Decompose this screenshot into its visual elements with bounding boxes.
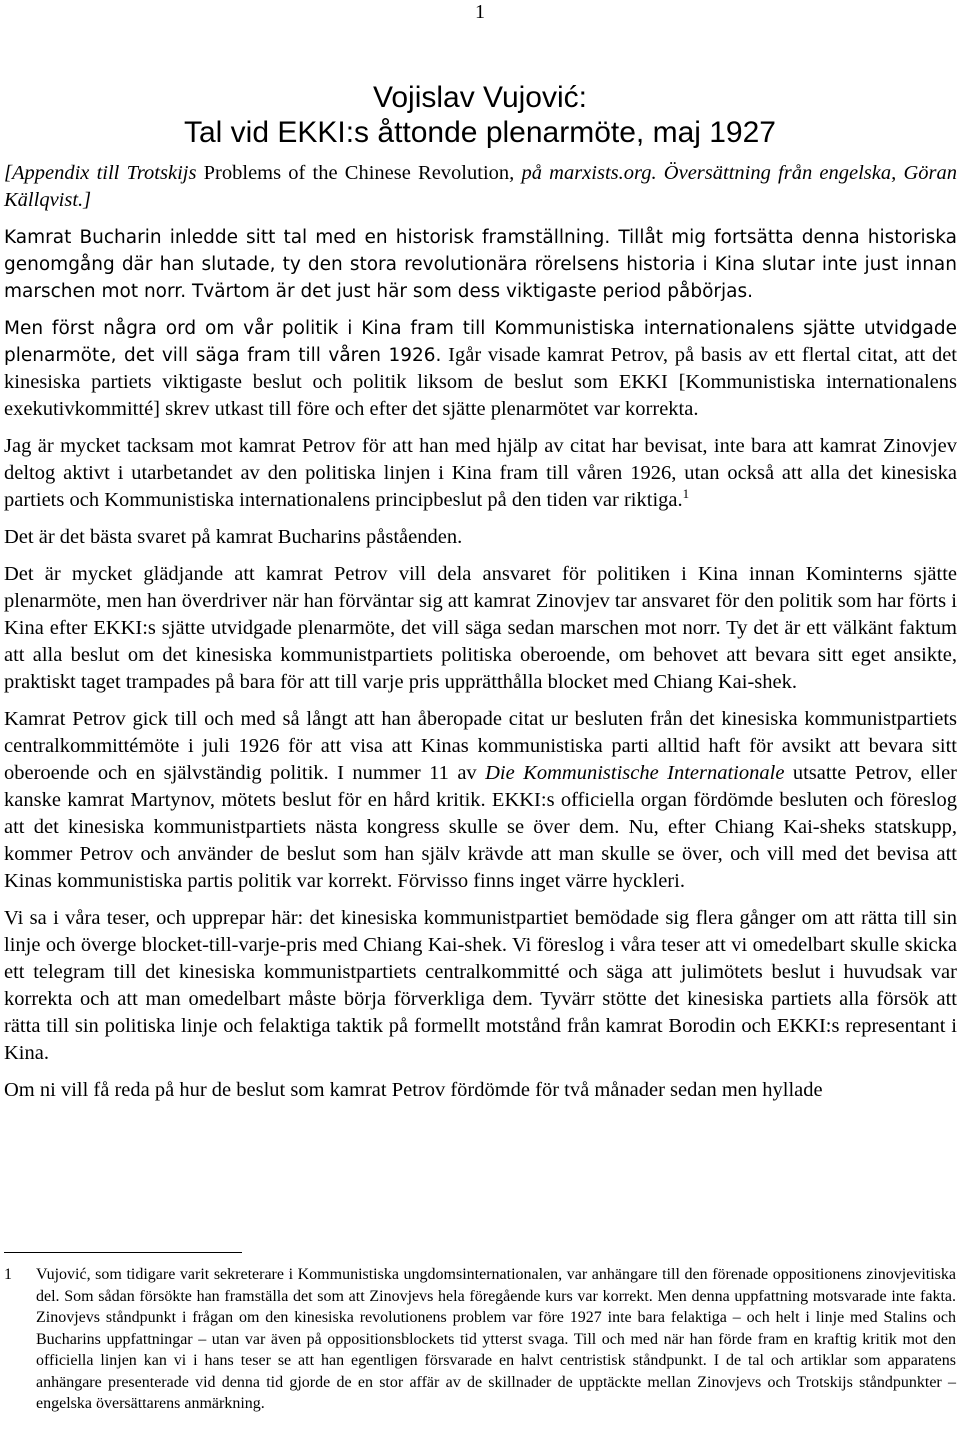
paragraph-3-text: Jag är mycket tacksam mot kamrat Petrov för att han med hjälp av citat har bevisat, inte bara att kamrat Zinovjev deltog aktivt i utarbetandet av den politiska linjen i Kina fram till våren 1926, utan också att alla det kinesiska partiets och Kommunistiska internationalens principbeslut på den tiden var riktiga. <box>4 435 957 511</box>
paragraph-7: Vi sa i våra teser, och upprepar här: det kinesiska kommunistpartiet bemödade sig flera gånger om att rätta till sin linje och överge blocket-till-varje-pris med Chiang Kai-shek. Vi föreslog i våra teser att vi omedelbart skulle skicka ett telegram till det kinesiska kommunistpartiets centralkommitté och säga att julimötets beslut i huvudsak var korrekta och att man omedelbart måste börja förverkliga dem. Tyvärr stötte det kinesiska partiets alla försök att rätta till sin politiska linje och felaktiga taktik på formellt motstånd från kamrat Borodin och EKKI:s representant i Kina. <box>4 907 957 1064</box>
page-number: 1 <box>475 1 485 23</box>
footnote-reference[interactable]: 1 <box>682 486 690 502</box>
footnote-number: 1 <box>4 1266 12 1283</box>
footnote-divider <box>4 1252 242 1253</box>
paragraph-2-serif-part: Igår visade kamrat Petrov, på basis av ett flertal citat, att det kinesiska partiets viktigaste beslut och politik liksom de beslut som EKKI [Kommunistiska internationalens exekutivkommitté] skrev utkast till före och efter det sjätte plenarmötet var korrekta. <box>4 344 957 420</box>
paragraph-8: Om ni vill få reda på hur de beslut som kamrat Petrov fördömde för två månader sedan men hyllade <box>4 1079 823 1101</box>
title-line-author: Vojislav Vujović: <box>373 81 587 114</box>
paragraph-2 <box>4 315 957 423</box>
paragraph-3 <box>4 433 957 514</box>
paragraph-4: Det är det bästa svaret på kamrat Bucharins påståenden. <box>4 526 463 548</box>
paragraph-5: Det är mycket glädjande att kamrat Petrov vill dela ansvaret för politiken i Kina innan Kominterns sjätte plenarmöte, men han överdriver när han förväntar sig att kamrat Zinovjev tar ansvaret för den politik som har förts i Kina efter EKKI:s sjätte utvidgade plenarmöte, det vill säga sedan marschen mot norr. Ty det är ett välkänt faktum att alla beslut om det kinesiska kommunistpartiets politiska oberoende, om behovet att bevara sitt eget ansikte, praktiskt taget trampades på bara för att till varje pris upprätthålla blocket med Chiang Kai-shek. <box>4 563 957 693</box>
paragraph-2-sans-part: Men först några ord om vår politik i Kina fram till Kommunistiska internationalens sjätte utvidgade plenarmöte, det vill säga fram till våren 1926. <box>4 318 957 366</box>
paragraph-6-after: utsatte Petrov, eller kanske kamrat Martynov, mötets beslut för en hård kritik. EKKI:s officiella organ fördömde besluten och föreslog att det kinesiska kommunistpartiets nästa kongress skulle se över dem. Nu, efter Chiang Kai-sheks statskupp, kommer Petrov och använder de beslut som han själv krävde att man skulle se över, och vill med det bevisa att Kinas kommunistiska partis politik var korrekt. Förvisso finns inget värre hyckleri. <box>4 762 957 892</box>
footnote <box>4 1264 956 1415</box>
intro-note-after: , på marxists.org. Översättning från engelska, Göran Källqvist.] <box>4 162 957 211</box>
intro-note <box>4 160 957 214</box>
document-title <box>0 80 960 150</box>
paragraph-1: Kamrat Bucharin inledde sitt tal med en historisk framställning. Tillåt mig fortsätta denna historiska genomgång där han slutade, ty den stora revolutionära rörelsens historia i Kina slutar inte just innan marschen mot norr. Tvärtom är det just här som dess viktigaste period påbörjas. <box>4 227 957 302</box>
paragraph-6-before: Kamrat Petrov gick till och med så långt att han åberopade citat ur besluten från det kinesiska kommunistpartiets centralkommittémöte i juli 1926 för att visa att Kinas kommunistiska parti alltid haft för avsikt att bevara sitt oberoende och en självständig politik. I nummer 11 av <box>4 708 957 784</box>
title-line-speech: Tal vid EKKI:s åttonde plenarmöte, maj 1927 <box>183 116 776 149</box>
intro-book-title: Problems of the Chinese Revolution <box>203 162 510 184</box>
paragraph-6 <box>4 706 957 895</box>
document-body <box>4 160 957 1104</box>
journal-title: Die Kommunistische Internationale <box>485 762 785 784</box>
intro-note-before: [Appendix till Trotskijs <box>4 162 204 184</box>
footnote-text: Vujović, som tidigare varit sekreterare i Kommunistiska ungdomsinternationalen, var anhängare till den förenade oppositionens zinovjevitiska del. Som sådan försökte han framställa det som att Zinovjevs hela föregående kurs var korrekt. Men denna uppfattning motsvarade inte fakta. Zinovjevs ståndpunkt i frågan om den kinesiska revolutionens problem var före 1927 inte bara felaktiga – och helt i linje med Stalins och Bucharins uppfattningar – utan var även på oppositionsblockets tid ytterst svaga. Till och med när han förde fram en kraftig kritik mot den officiella linjen kan vi i hans teser se att han egentligen försvarade en halvt centristisk ståndpunkt. I de tal och artiklar som apparatens anhängare presenterade vid denna tid gjorde de en stor affär av de skillnader de upptäckte mellan Zinovjevs och Trotskijs ståndpunkter – engelska översättarens anmärkning. <box>36 1266 956 1412</box>
